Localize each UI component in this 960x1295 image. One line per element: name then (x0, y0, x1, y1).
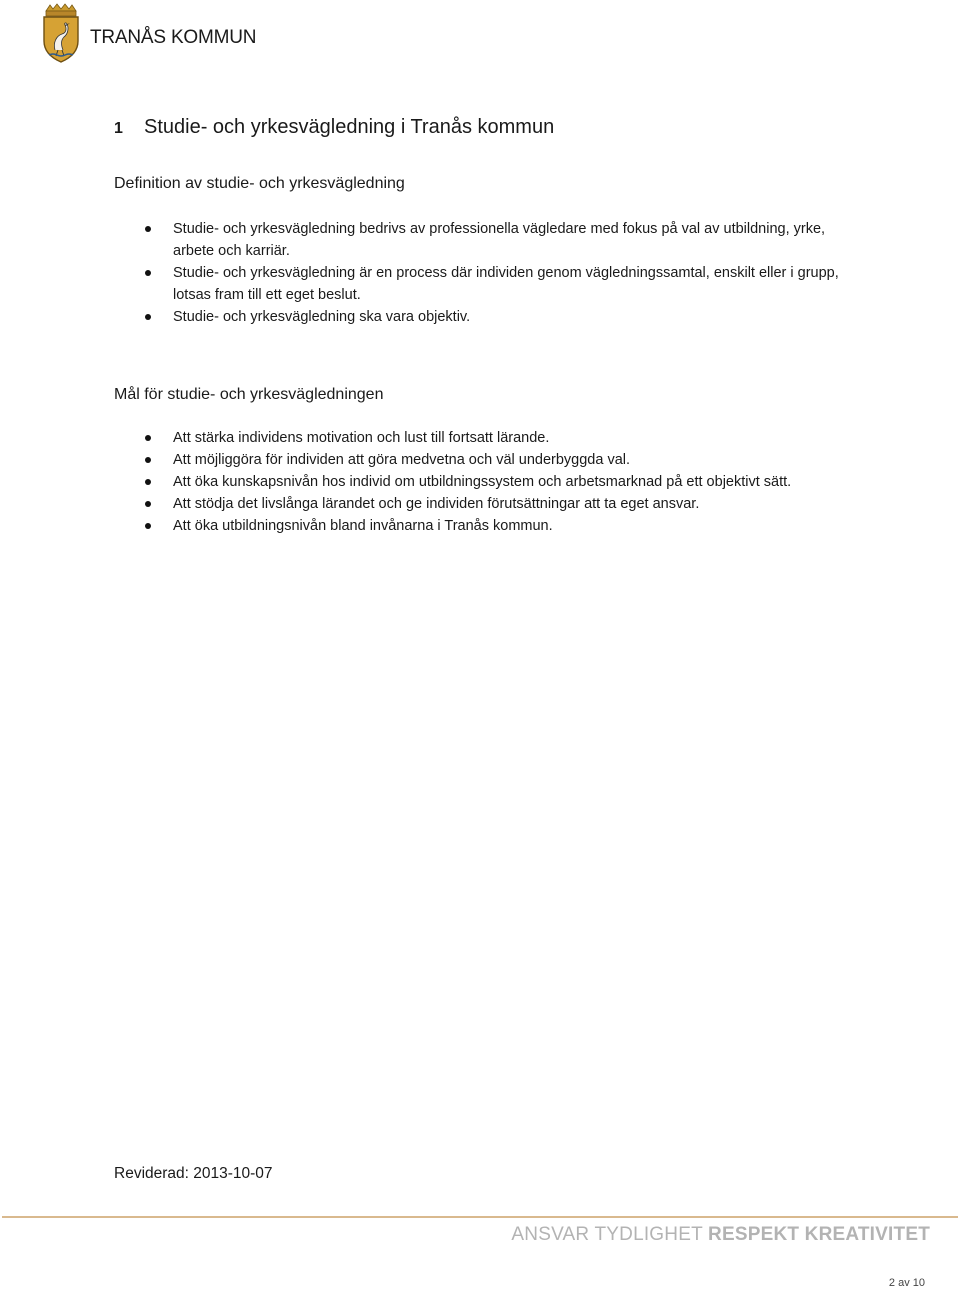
bullet-icon (145, 314, 151, 320)
list-item-text: Att öka utbildningsnivån bland invånarna i Tranås kommun. (173, 518, 553, 534)
bullet-icon (145, 270, 151, 276)
list-item (114, 449, 844, 471)
definition-list (114, 218, 844, 328)
goals-list (114, 427, 844, 537)
list-item (114, 262, 844, 306)
list-item-text: Studie- och yrkesvägledning är en process där individen genom vägledningssamtal, enskilt eller i grupp, lotsas fram till ett eget beslut. (173, 265, 839, 303)
list-item-text: Att öka kunskapsnivån hos individ om utbildningssystem och arbetsmarknad på ett objektivt sätt. (173, 474, 792, 490)
page-number: 2 av 10 (888, 1277, 925, 1289)
bullet-icon (145, 479, 151, 485)
list-item (114, 306, 844, 328)
section-heading (114, 116, 554, 139)
list-item-text: Studie- och yrkesvägledning ska vara objektiv. (173, 309, 471, 325)
list-item (114, 427, 844, 449)
page-header (40, 2, 256, 64)
coat-of-arms-icon (40, 3, 82, 63)
list-item (114, 471, 844, 493)
bullet-icon (145, 523, 151, 529)
bullet-icon (145, 501, 151, 507)
section-number: 1 (114, 120, 123, 137)
list-item (114, 515, 844, 537)
bullet-icon (145, 226, 151, 232)
list-item (114, 493, 844, 515)
bullet-icon (145, 457, 151, 463)
org-name: TRANÅS KOMMUN (90, 27, 257, 48)
list-item-text: Att möjliggöra för individen att göra medvetna och väl underbyggda val. (173, 452, 631, 468)
bullet-icon (145, 435, 151, 441)
list-item-text: Att stödja det livslånga lärandet och ge individen förutsättningar att ta eget ansvar. (173, 496, 700, 512)
revision-date: Reviderad: 2013-10-07 (114, 1165, 273, 1182)
section-title: Studie- och yrkesvägledning i Tranås kommun (144, 116, 555, 138)
definition-heading: Definition av studie- och yrkesvägledning (114, 175, 405, 192)
slogan-light: ANSVAR TYDLIGHET (511, 1224, 703, 1245)
footer-divider (2, 1216, 958, 1218)
goals-heading: Mål för studie- och yrkesvägledningen (114, 386, 384, 403)
footer-slogan (511, 1224, 930, 1246)
list-item (114, 218, 844, 262)
slogan-bold: RESPEKT KREATIVITET (708, 1224, 930, 1245)
list-item-text: Att stärka individens motivation och lust till fortsatt lärande. (173, 430, 550, 446)
list-item-text: Studie- och yrkesvägledning bedrivs av professionella vägledare med fokus på val av utbildning, yrke, arbete och karriär. (173, 221, 826, 259)
